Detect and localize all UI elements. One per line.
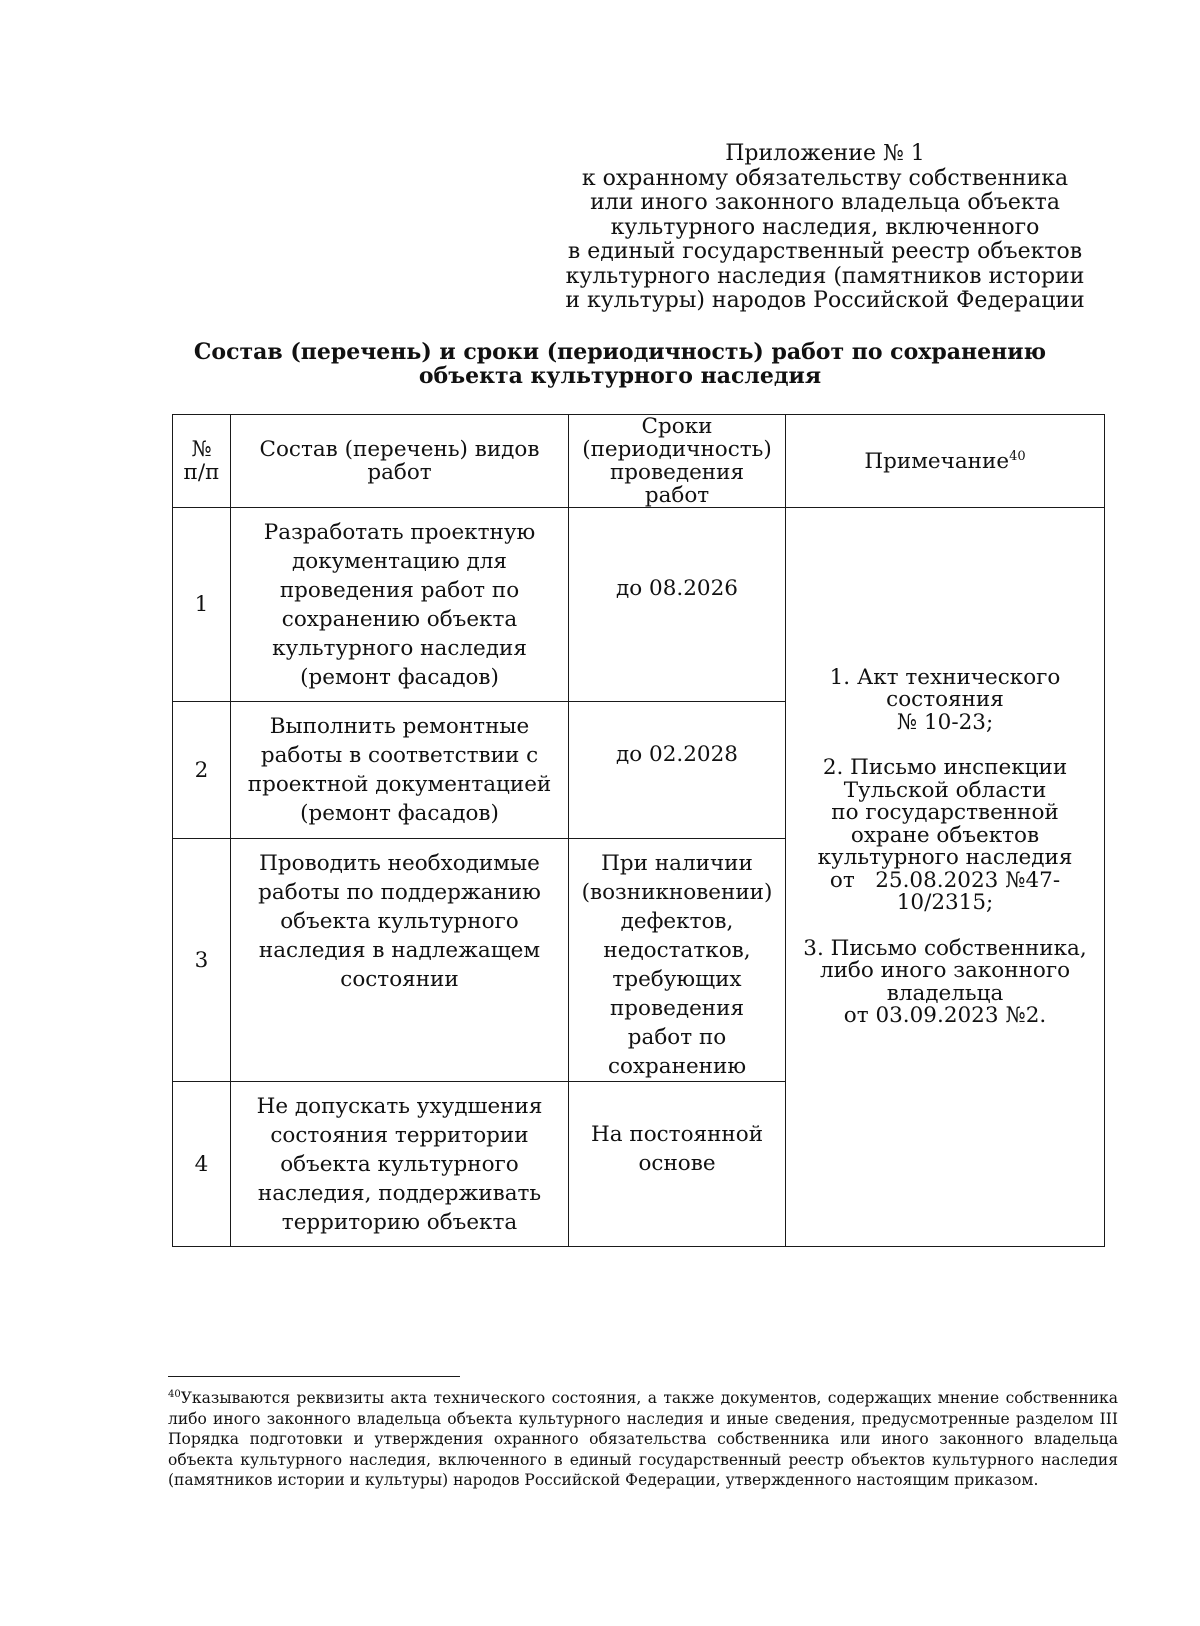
note-line: от 25.08.2023 №47- — [829, 867, 1061, 893]
header-work: Состав (перечень) видов работ — [231, 415, 569, 508]
appendix-line: к охранному обязательству собственника — [581, 165, 1069, 191]
notes-cell — [786, 508, 1105, 1247]
note-item-1 — [792, 664, 1098, 735]
row-num: 1 — [173, 508, 231, 702]
appendix-line: культурного наследия, включенного — [610, 214, 1040, 240]
appendix-line: и культуры) народов Российской Федерации — [565, 288, 1085, 313]
appendix-line: или иного законного владельца объекта — [590, 190, 1060, 215]
row-num: 2 — [173, 702, 231, 839]
footnote-ref: 40 — [1009, 448, 1026, 464]
table-row — [173, 508, 1105, 702]
note-line: от 03.09.2023 №2. — [843, 1003, 1047, 1028]
note-line: по государственной — [831, 800, 1059, 825]
row-work: Выполнить ремонтные работы в соответствии с проектной документацией (ремонт фасадов) — [231, 702, 569, 839]
appendix-line: культурного наследия (памятников истории — [565, 263, 1085, 289]
footnote-text: Указываются реквизиты акта технического состояния, а также документов, содержащих мнение собственника либо иного законного владельца объекта культурного наследия и иные сведения, предусмотренные разделом III Порядка подготовки и утверждения охранного обязательства собственника или иного законного владельца объекта культурного наследия, включенного в единый государственный реестр объектов культурного наследия (памятников истории и культуры) народов Российской Федерации, утвержденного настоящим приказом. — [168, 1389, 1118, 1489]
footnote-separator — [168, 1376, 460, 1377]
row-num: 4 — [173, 1082, 231, 1247]
note-line: 1. Акт технического — [829, 664, 1061, 690]
document-title: Состав (перечень) и сроки (периодичность) работ по сохранению объекта культурного наследия — [193, 339, 1047, 389]
note-line: охране объектов — [850, 822, 1040, 848]
note-line: владельца — [886, 980, 1004, 1006]
note-line: 10/2315; — [896, 890, 994, 915]
note-item-3 — [792, 935, 1098, 1028]
works-table — [172, 414, 1105, 1247]
row-term: до 08.2026 — [569, 508, 786, 702]
row-term: На постоянной основе — [569, 1082, 786, 1247]
row-work: Проводить необходимые работы по поддержанию объекта культурного наследия в надлежащем состоянии — [231, 839, 569, 1082]
header-term: Сроки (периодичность) проведения работ — [569, 415, 786, 508]
appendix-header — [560, 142, 1090, 314]
note-line: состояния — [886, 687, 1004, 712]
note-line: Тульской области — [843, 777, 1047, 803]
appendix-line: в единый государственный реестр объектов — [567, 239, 1083, 264]
note-line: 2. Письмо инспекции — [822, 755, 1068, 780]
note-item-2 — [792, 757, 1098, 915]
row-work: Разработать проектную документацию для проведения работ по сохранению объекта культурного наследия (ремонт фасадов) — [231, 508, 569, 702]
note-line: № 10-23; — [896, 709, 994, 735]
note-line: 3. Письмо собственника, — [803, 935, 1087, 961]
row-num: 3 — [173, 839, 231, 1082]
row-work: Не допускать ухудшения состояния территории объекта культурного наследия, поддерживать территорию объекта — [231, 1082, 569, 1247]
table-header-row — [173, 415, 1105, 508]
row-term: При наличии (возникновении) дефектов, недостатков, требующих проведения работ по сохранению — [569, 839, 786, 1082]
header-note — [786, 415, 1105, 508]
header-num: № п/п — [173, 415, 231, 508]
footnote — [168, 1388, 1118, 1491]
row-term: до 02.2028 — [569, 702, 786, 839]
header-note-label: Примечание — [864, 448, 1010, 474]
appendix-line: Приложение № 1 — [725, 141, 925, 166]
note-line: либо иного законного — [819, 958, 1071, 983]
footnote-number: 40 — [168, 1388, 181, 1400]
note-line: культурного наследия — [817, 845, 1073, 870]
